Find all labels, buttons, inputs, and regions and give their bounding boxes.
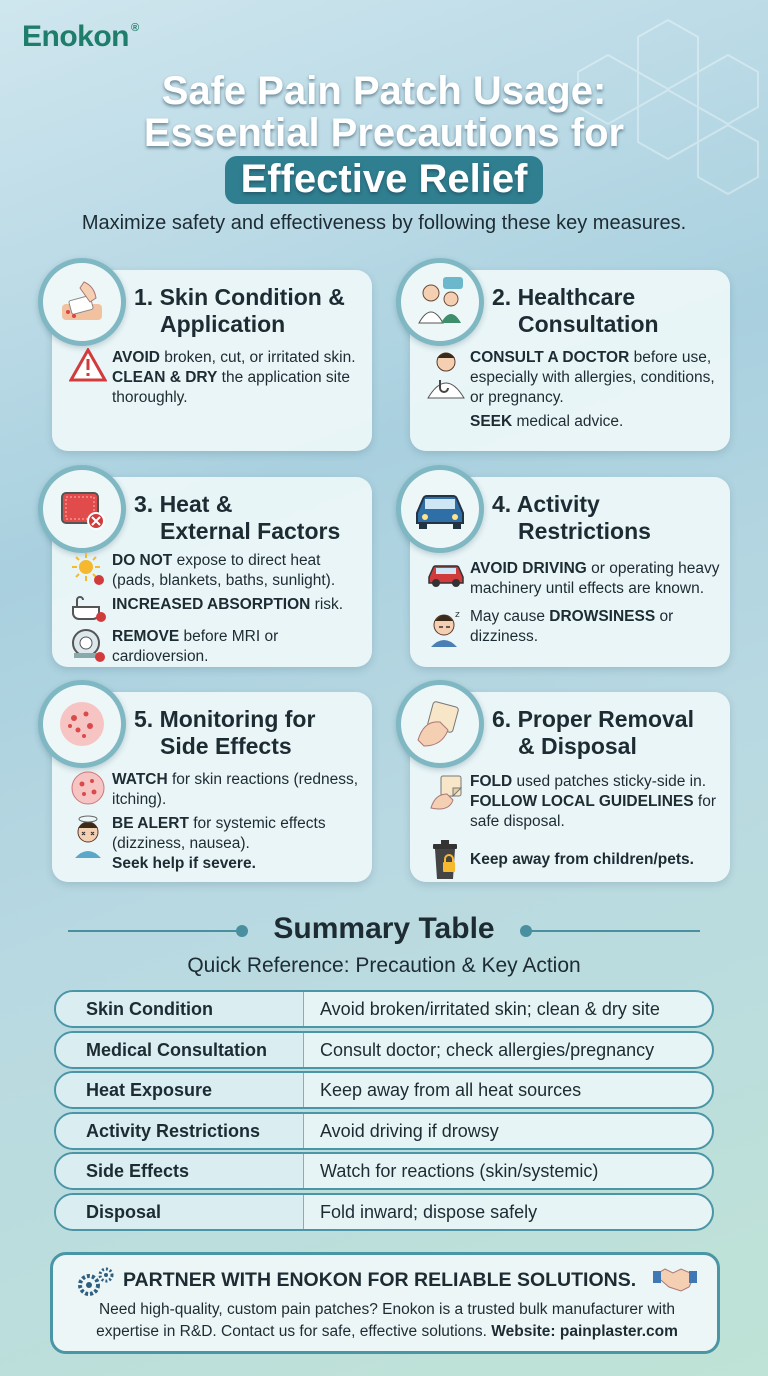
row-text: or dizziness. bbox=[470, 608, 674, 645]
table-row bbox=[54, 990, 714, 1028]
card-row bbox=[64, 348, 362, 408]
card-title-line-1: 5. Monitoring for bbox=[134, 706, 316, 732]
title-line-3: Effective Relief bbox=[225, 156, 544, 204]
card-title bbox=[134, 491, 340, 545]
precaution-cell: Skin Condition bbox=[56, 992, 304, 1026]
row-strong: CLEAN & DRY bbox=[112, 369, 218, 386]
row-strong: DROWSINESS bbox=[549, 608, 656, 625]
row-strong: CONSULT A DOCTOR bbox=[470, 349, 630, 366]
row-text: risk. bbox=[310, 596, 344, 613]
card-heat-external-factors bbox=[52, 477, 372, 667]
card-title-line-2: Consultation bbox=[518, 311, 659, 337]
website-link[interactable]: Website: painplaster.com bbox=[491, 1323, 678, 1340]
precaution-cell: Disposal bbox=[56, 1195, 304, 1229]
summary-title: Summary Table bbox=[273, 912, 495, 945]
precaution-cell: Heat Exposure bbox=[56, 1073, 304, 1107]
card-row bbox=[64, 551, 362, 591]
row-text: medical advice. bbox=[512, 413, 624, 430]
svg-text:z: z bbox=[455, 610, 460, 620]
fold-patch-icon bbox=[427, 772, 465, 812]
skin-rash-icon bbox=[38, 680, 126, 768]
card-row bbox=[422, 348, 720, 408]
footer-body bbox=[75, 1299, 699, 1343]
row-strong: AVOID bbox=[112, 349, 160, 366]
brand-logo bbox=[22, 20, 139, 54]
warning-icon bbox=[69, 348, 107, 382]
card-title bbox=[134, 706, 315, 760]
heating-pad-icon bbox=[38, 465, 126, 553]
row-text: used patches sticky-side in. bbox=[512, 773, 707, 790]
rash-icon bbox=[70, 770, 106, 806]
precaution-cell: Medical Consultation bbox=[56, 1033, 304, 1067]
red-car-icon bbox=[426, 559, 466, 589]
row-strong: BE ALERT bbox=[112, 815, 189, 832]
bathtub-icon bbox=[70, 595, 106, 623]
card-title-line-2: Application bbox=[160, 311, 286, 337]
row-text: for skin reactions (redness, itching). bbox=[112, 771, 359, 808]
card-healthcare-consultation bbox=[410, 270, 730, 451]
row-text: the application site thoroughly. bbox=[112, 369, 351, 406]
drowsy-person-icon bbox=[427, 607, 465, 647]
patch-application-icon bbox=[38, 258, 126, 346]
card-title-line-2: Restrictions bbox=[518, 518, 651, 544]
table-row bbox=[54, 1193, 714, 1231]
row-text: before use, especially with allergies, conditions, or pregnancy. bbox=[470, 349, 715, 406]
table-row bbox=[54, 1031, 714, 1069]
footer-text: Need high-quality, custom pain patches? Enokon is a trusted bulk manufacturer with expertise in R&D. Contact us for safe, effective solutions. bbox=[96, 1301, 676, 1340]
row-text: or operating heavy machinery until effects are known. bbox=[470, 560, 720, 597]
card-row bbox=[64, 595, 362, 623]
card-row bbox=[64, 814, 362, 874]
card-title bbox=[492, 491, 651, 545]
footer-heading: PARTNER WITH ENOKON FOR RELIABLE SOLUTIONS. bbox=[123, 1269, 637, 1291]
page-subtitle: Maximize safety and effectiveness by following these key measures. bbox=[81, 212, 687, 234]
card-row bbox=[422, 559, 720, 599]
title-line-1: Safe Pain Patch Usage: bbox=[161, 69, 607, 113]
row-strong: SEEK bbox=[470, 413, 513, 430]
handshake-icon bbox=[653, 1263, 697, 1293]
table-row bbox=[54, 1071, 714, 1109]
card-title-line-2: Side Effects bbox=[160, 733, 292, 759]
row-strong: DO NOT bbox=[112, 552, 173, 569]
doctor-icon bbox=[424, 348, 468, 400]
partner-footer bbox=[50, 1252, 720, 1354]
card-title bbox=[134, 284, 345, 338]
table-row bbox=[54, 1112, 714, 1150]
action-cell: Consult doctor; check allergies/pregnancy bbox=[320, 1039, 655, 1060]
brand-name: Enokon bbox=[22, 20, 129, 53]
car-icon bbox=[396, 465, 484, 553]
row-text: for systemic effects (dizziness, nausea). bbox=[112, 815, 326, 852]
patch-removal-icon bbox=[396, 680, 484, 768]
row-strong: AVOID DRIVING bbox=[470, 560, 587, 577]
precaution-cell: Activity Restrictions bbox=[56, 1114, 304, 1148]
row-strong: INCREASED ABSORPTION bbox=[112, 596, 311, 613]
card-title-line-1: 6. Proper Removal bbox=[492, 706, 694, 732]
row-text: before MRI or cardioversion. bbox=[112, 628, 279, 665]
card-row bbox=[422, 772, 720, 832]
card-row bbox=[422, 838, 720, 882]
card-title-line-1: 3. Heat & bbox=[134, 491, 233, 517]
card-title-line-1: 1. Skin Condition & bbox=[134, 284, 345, 310]
title-line-2: Essential Precautions for bbox=[143, 111, 625, 155]
card-activity-restrictions bbox=[410, 477, 730, 667]
row-text: broken, cut, or irritated skin. bbox=[159, 349, 356, 366]
card-removal-disposal bbox=[410, 692, 730, 882]
table-row bbox=[54, 1152, 714, 1190]
row-strong: FOLD bbox=[470, 773, 513, 790]
row-strong: Seek help if severe. bbox=[112, 855, 256, 872]
action-cell: Avoid broken/irritated skin; clean & dry site bbox=[320, 999, 660, 1019]
card-row bbox=[422, 607, 720, 647]
card-title bbox=[492, 706, 694, 760]
gears-icon bbox=[75, 1265, 117, 1301]
summary-subtitle: Quick Reference: Precaution & Key Action bbox=[187, 954, 581, 977]
action-cell: Avoid driving if drowsy bbox=[320, 1120, 499, 1141]
locked-bin-icon bbox=[429, 838, 463, 882]
row-strong: Keep away from children/pets. bbox=[470, 851, 694, 868]
action-cell: Keep away from all heat sources bbox=[320, 1080, 582, 1101]
card-monitoring-side-effects bbox=[52, 692, 372, 882]
row-strong: WATCH bbox=[112, 771, 168, 788]
row-text: expose to direct heat (pads, blankets, baths, sunlight). bbox=[112, 552, 336, 589]
action-cell: Watch for reactions (skin/systemic) bbox=[320, 1161, 599, 1182]
row-strong: REMOVE bbox=[112, 628, 180, 645]
card-title-line-2: External Factors bbox=[160, 518, 341, 544]
dizzy-person-icon bbox=[69, 814, 107, 858]
card-title-line-1: 4. Activity bbox=[492, 491, 600, 517]
row-text: May cause bbox=[470, 608, 550, 625]
row-text: for safe disposal. bbox=[470, 793, 716, 830]
precaution-cell: Side Effects bbox=[56, 1154, 304, 1188]
card-title bbox=[492, 284, 659, 338]
mri-icon bbox=[70, 627, 106, 663]
doctor-patient-icon bbox=[396, 258, 484, 346]
row-strong: FOLLOW LOCAL GUIDELINES bbox=[470, 793, 694, 810]
card-row bbox=[64, 770, 362, 810]
page-title bbox=[0, 70, 768, 204]
card-row bbox=[422, 412, 720, 432]
card-row bbox=[64, 627, 362, 667]
registered-mark: ® bbox=[131, 22, 139, 34]
card-title-line-2: & Disposal bbox=[518, 733, 637, 759]
card-title-line-1: 2. Healthcare bbox=[492, 284, 636, 310]
card-skin-condition bbox=[52, 270, 372, 451]
sun-icon bbox=[70, 551, 106, 587]
summary-table bbox=[54, 990, 714, 1234]
action-cell: Fold inward; dispose safely bbox=[320, 1201, 538, 1222]
